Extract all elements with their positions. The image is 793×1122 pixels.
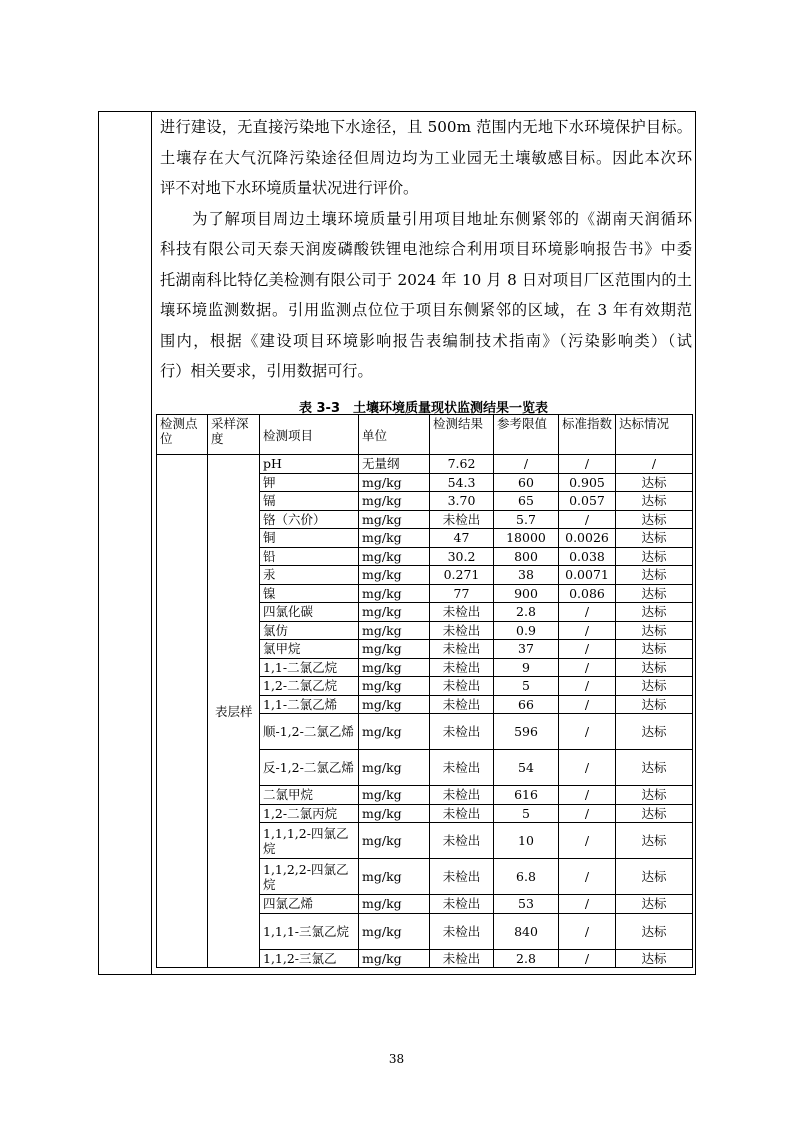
cell-item: 铅 — [260, 547, 359, 566]
cell-result: 0.271 — [430, 566, 494, 585]
cell-index: / — [559, 603, 616, 622]
cell-status: 达标 — [616, 913, 693, 949]
cell-item: 反-1,2-二氯乙烯 — [260, 750, 359, 786]
cell-unit: mg/kg — [359, 658, 430, 677]
cell-index: / — [559, 895, 616, 914]
cell-unit: mg/kg — [359, 913, 430, 949]
cell-status: 达标 — [616, 677, 693, 696]
header-limit: 参考限值 — [494, 415, 559, 455]
cell-result: 未检出 — [430, 677, 494, 696]
cell-item: pH — [260, 455, 359, 474]
cell-unit: mg/kg — [359, 714, 430, 750]
cell-status: 达标 — [616, 621, 693, 640]
cell-item: 汞 — [260, 566, 359, 585]
cell-result: 未检出 — [430, 658, 494, 677]
cell-unit: mg/kg — [359, 492, 430, 511]
cell-unit: mg/kg — [359, 786, 430, 805]
cell-status: 达标 — [616, 603, 693, 622]
cell-status: 达标 — [616, 640, 693, 659]
cell-unit: mg/kg — [359, 621, 430, 640]
cell-result: 未检出 — [430, 510, 494, 529]
cell-index: / — [559, 913, 616, 949]
cell-status: 达标 — [616, 658, 693, 677]
cell-limit: 616 — [494, 786, 559, 805]
cell-result: 未检出 — [430, 750, 494, 786]
cell-limit: 9 — [494, 658, 559, 677]
cell-unit: mg/kg — [359, 547, 430, 566]
cell-limit: 596 — [494, 714, 559, 750]
cell-index: / — [559, 786, 616, 805]
cell-item: 1,1,1-三氯乙烷 — [260, 913, 359, 949]
cell-index: / — [559, 510, 616, 529]
cell-result: 54.3 — [430, 473, 494, 492]
cell-unit: mg/kg — [359, 823, 430, 859]
cell-result: 77 — [430, 584, 494, 603]
monitoring-table — [156, 414, 693, 968]
table-row — [157, 455, 693, 474]
paragraph-line-7: 壤环境监测数据。引用监测点位位于项目东侧紧邻的区域，在 3 年有效期范 — [160, 301, 692, 319]
header-status: 达标情况 — [616, 415, 693, 455]
cell-limit: 37 — [494, 640, 559, 659]
cell-status: 达标 — [616, 714, 693, 750]
cell-item: 1,2-二氯丙烷 — [260, 804, 359, 823]
cell-result: 未检出 — [430, 695, 494, 714]
cell-index: / — [559, 714, 616, 750]
header-index: 标准指数 — [559, 415, 616, 455]
cell-item: 1,1,1,2-四氯乙烷 — [260, 823, 359, 859]
cell-index: 0.057 — [559, 492, 616, 511]
cell-index: / — [559, 677, 616, 696]
cell-index: / — [559, 658, 616, 677]
cell-item: 镉 — [260, 492, 359, 511]
cell-status: 达标 — [616, 695, 693, 714]
cell-limit: / — [494, 455, 559, 474]
cell-item: 镍 — [260, 584, 359, 603]
cell-status: 达标 — [616, 529, 693, 548]
cell-limit: 54 — [494, 750, 559, 786]
cell-index: / — [559, 750, 616, 786]
cell-status: 达标 — [616, 823, 693, 859]
cell-index: / — [559, 640, 616, 659]
cell-unit: mg/kg — [359, 603, 430, 622]
cell-item: 钾 — [260, 473, 359, 492]
cell-result: 未检出 — [430, 786, 494, 805]
header-depth: 采样深度 — [208, 415, 260, 455]
cell-limit: 840 — [494, 913, 559, 949]
cell-item: 四氯乙烯 — [260, 895, 359, 914]
cell-result: 未检出 — [430, 913, 494, 949]
paragraph-line-9: 行）相关要求，引用数据可行。 — [160, 362, 373, 380]
cell-result: 未检出 — [430, 949, 494, 968]
cell-unit: mg/kg — [359, 949, 430, 968]
cell-item: 二氯甲烷 — [260, 786, 359, 805]
cell-limit: 2.8 — [494, 603, 559, 622]
cell-index: 0.905 — [559, 473, 616, 492]
cell-item: 顺-1,2-二氯乙烯 — [260, 714, 359, 750]
cell-unit: mg/kg — [359, 529, 430, 548]
cell-status: 达标 — [616, 804, 693, 823]
cell-result: 未检出 — [430, 621, 494, 640]
cell-unit: mg/kg — [359, 510, 430, 529]
cell-index: / — [559, 455, 616, 474]
cell-index: / — [559, 823, 616, 859]
cell-item: 铜 — [260, 529, 359, 548]
page-number: 38 — [388, 1052, 405, 1066]
cell-point — [157, 455, 208, 968]
cell-item: 氯甲烷 — [260, 640, 359, 659]
paragraph-line-4: 为了解项目周边土壤环境质量引用项目地址东侧紧邻的《湖南天润循环 — [160, 210, 692, 228]
cell-index: / — [559, 949, 616, 968]
cell-unit: mg/kg — [359, 584, 430, 603]
header-unit: 单位 — [359, 415, 430, 455]
paragraph-line-3: 评不对地下水环境质量状况进行评价。 — [160, 179, 419, 197]
cell-unit: mg/kg — [359, 566, 430, 585]
cell-status: 达标 — [616, 492, 693, 511]
cell-item: 1,1-二氯乙烯 — [260, 695, 359, 714]
cell-item: 1,1-二氯乙烷 — [260, 658, 359, 677]
cell-status: 达标 — [616, 949, 693, 968]
cell-result: 3.70 — [430, 492, 494, 511]
table-caption: 表 3-3 土壤环境质量现状监测结果一览表 — [298, 401, 548, 416]
header-result: 检测结果 — [430, 415, 494, 455]
cell-item: 1,1,2,2-四氯乙烷 — [260, 859, 359, 895]
cell-index: 0.038 — [559, 547, 616, 566]
cell-status: 达标 — [616, 584, 693, 603]
cell-result: 未检出 — [430, 895, 494, 914]
cell-status: / — [616, 455, 693, 474]
cell-limit: 10 — [494, 823, 559, 859]
cell-unit: mg/kg — [359, 804, 430, 823]
cell-status: 达标 — [616, 859, 693, 895]
cell-result: 未检出 — [430, 603, 494, 622]
cell-item: 1,2-二氯乙烷 — [260, 677, 359, 696]
cell-result: 未检出 — [430, 714, 494, 750]
header-point: 检测点位 — [157, 415, 208, 455]
cell-unit: mg/kg — [359, 640, 430, 659]
cell-result: 未检出 — [430, 640, 494, 659]
cell-limit: 66 — [494, 695, 559, 714]
cell-index: 0.0071 — [559, 566, 616, 585]
cell-limit: 6.8 — [494, 859, 559, 895]
cell-index: / — [559, 804, 616, 823]
cell-status: 达标 — [616, 566, 693, 585]
cell-item: 氯仿 — [260, 621, 359, 640]
cell-status: 达标 — [616, 510, 693, 529]
paragraph-line-6: 托湖南科比特亿美检测有限公司于 2024 年 10 月 8 日对项目厂区范围内的土 — [160, 271, 692, 289]
cell-limit: 5 — [494, 677, 559, 696]
cell-unit: mg/kg — [359, 695, 430, 714]
cell-unit: 无量纲 — [359, 455, 430, 474]
paragraph-line-1: 进行建设，无直接污染地下水途径，且 500m 范围内无地下水环境保护目标。 — [160, 118, 692, 136]
cell-status: 达标 — [616, 786, 693, 805]
paragraph-line-5: 科技有限公司天泰天润废磷酸铁锂电池综合利用项目环境影响报告书》中委 — [160, 240, 692, 258]
cell-limit: 0.9 — [494, 621, 559, 640]
cell-status: 达标 — [616, 895, 693, 914]
cell-result: 未检出 — [430, 823, 494, 859]
cell-limit: 65 — [494, 492, 559, 511]
cell-result: 30.2 — [430, 547, 494, 566]
cell-index: / — [559, 859, 616, 895]
cell-limit: 18000 — [494, 529, 559, 548]
cell-limit: 53 — [494, 895, 559, 914]
cell-limit: 60 — [494, 473, 559, 492]
cell-index: / — [559, 621, 616, 640]
cell-depth: 表层样 — [208, 455, 260, 968]
cell-status: 达标 — [616, 750, 693, 786]
cell-item: 1,1,2-三氯乙 — [260, 949, 359, 968]
cell-status: 达标 — [616, 473, 693, 492]
cell-limit: 2.8 — [494, 949, 559, 968]
cell-unit: mg/kg — [359, 859, 430, 895]
cell-limit: 38 — [494, 566, 559, 585]
header-item: 检测项目 — [260, 415, 359, 455]
cell-limit: 5.7 — [494, 510, 559, 529]
cell-unit: mg/kg — [359, 473, 430, 492]
cell-item: 四氯化碳 — [260, 603, 359, 622]
cell-result: 未检出 — [430, 859, 494, 895]
table-body — [157, 455, 693, 968]
cell-result: 7.62 — [430, 455, 494, 474]
paragraph-line-8: 围内，根据《建设项目环境影响报告表编制技术指南》（污染影响类）（试 — [160, 332, 692, 350]
frame-divider — [151, 111, 152, 975]
cell-item: 铬（六价） — [260, 510, 359, 529]
cell-index: 0.0026 — [559, 529, 616, 548]
cell-result: 47 — [430, 529, 494, 548]
cell-unit: mg/kg — [359, 895, 430, 914]
cell-unit: mg/kg — [359, 750, 430, 786]
cell-status: 达标 — [616, 547, 693, 566]
cell-limit: 5 — [494, 804, 559, 823]
cell-index: 0.086 — [559, 584, 616, 603]
cell-result: 未检出 — [430, 804, 494, 823]
cell-unit: mg/kg — [359, 677, 430, 696]
table-header-row — [157, 415, 693, 455]
cell-index: / — [559, 695, 616, 714]
paragraph-line-2: 土壤存在大气沉降污染途径但周边均为工业园无土壤敏感目标。因此本次环 — [160, 149, 692, 167]
cell-limit: 900 — [494, 584, 559, 603]
cell-limit: 800 — [494, 547, 559, 566]
